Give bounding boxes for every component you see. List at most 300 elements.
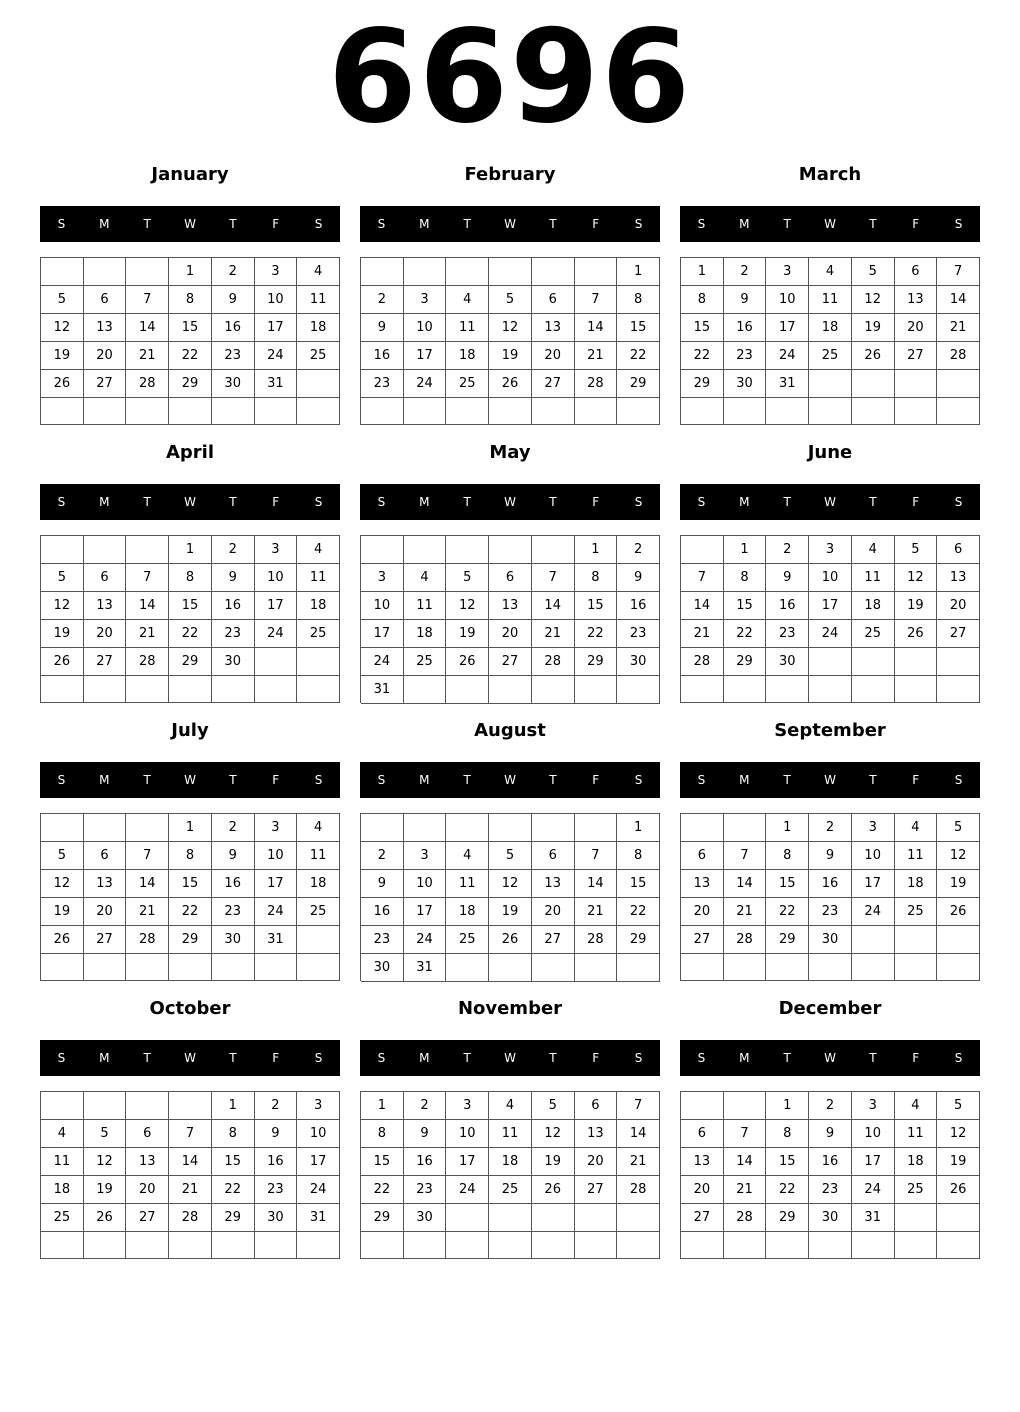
day-cell: 7: [169, 1120, 212, 1148]
day-cell: 27: [575, 1176, 618, 1204]
day-cell: 3: [361, 564, 404, 592]
day-cell: 22: [169, 898, 212, 926]
day-cell: 9: [361, 314, 404, 342]
day-cell: 16: [809, 870, 852, 898]
day-cell: [255, 398, 298, 425]
weekday-header: [680, 484, 980, 520]
day-cell: 19: [532, 1148, 575, 1176]
day-cell: 28: [575, 370, 618, 398]
day-cell: 17: [255, 314, 298, 342]
day-cell: [212, 954, 255, 981]
weekday-label: T: [783, 773, 791, 787]
day-cell: 15: [361, 1148, 404, 1176]
day-cell: 24: [404, 926, 447, 954]
day-cell: [852, 648, 895, 676]
day-cell: 1: [681, 258, 724, 286]
day-cell: [489, 676, 532, 704]
day-cell: 29: [766, 926, 809, 954]
day-cell: 12: [41, 870, 84, 898]
day-cell: [169, 676, 212, 703]
day-cell: [361, 814, 404, 842]
day-cell: 3: [852, 1092, 895, 1120]
day-cell: 11: [895, 1120, 938, 1148]
day-cell: [446, 676, 489, 704]
day-cell: 14: [126, 592, 169, 620]
day-cell: 16: [617, 592, 660, 620]
day-cell: 9: [766, 564, 809, 592]
day-cell: 3: [404, 286, 447, 314]
day-cell: [809, 398, 852, 425]
day-cell: 6: [532, 842, 575, 870]
day-cell: 15: [575, 592, 618, 620]
day-cell: [212, 1232, 255, 1259]
weekday-label: T: [869, 773, 877, 787]
day-cell: 16: [361, 898, 404, 926]
year-title: 6696: [327, 3, 693, 152]
day-cell: 4: [809, 258, 852, 286]
day-cell: 2: [724, 258, 767, 286]
day-cell: 5: [895, 536, 938, 564]
day-cell: 6: [532, 286, 575, 314]
day-cell: 21: [575, 342, 618, 370]
day-cell: [532, 258, 575, 286]
day-cell: 17: [361, 620, 404, 648]
day-cell: [895, 926, 938, 954]
day-cell: 6: [84, 286, 127, 314]
day-cell: [212, 676, 255, 703]
day-cell: 17: [852, 1148, 895, 1176]
day-cell: 11: [895, 842, 938, 870]
day-cell: 8: [575, 564, 618, 592]
day-cell: 29: [724, 648, 767, 676]
day-cell: 7: [126, 564, 169, 592]
day-cell: 21: [575, 898, 618, 926]
weekday-label: F: [592, 495, 600, 509]
day-cell: 28: [532, 648, 575, 676]
day-cell: [617, 676, 660, 704]
day-cell: 30: [809, 926, 852, 954]
day-cell: [724, 1232, 767, 1259]
day-cell: 23: [809, 1176, 852, 1204]
day-cell: 10: [852, 842, 895, 870]
month-name: May: [489, 442, 531, 463]
day-cell: 8: [212, 1120, 255, 1148]
day-cell: [895, 398, 938, 425]
day-cell: 26: [41, 926, 84, 954]
weekday-label: S: [314, 217, 323, 231]
day-cell: 7: [617, 1092, 660, 1120]
day-cell: [575, 398, 618, 425]
day-cell: 28: [169, 1204, 212, 1232]
day-cell: 23: [404, 1176, 447, 1204]
day-cell: 28: [126, 926, 169, 954]
day-grid: [40, 535, 340, 703]
day-cell: 13: [681, 870, 724, 898]
day-cell: 24: [255, 342, 298, 370]
day-cell: 16: [255, 1148, 298, 1176]
weekday-label: T: [463, 773, 471, 787]
day-cell: [895, 1204, 938, 1232]
day-cell: [84, 676, 127, 703]
day-cell: 7: [575, 842, 618, 870]
day-cell: 16: [212, 314, 255, 342]
day-cell: [766, 398, 809, 425]
weekday-header: [360, 1040, 660, 1076]
day-cell: [41, 1092, 84, 1120]
day-cell: 22: [617, 342, 660, 370]
day-cell: 20: [575, 1148, 618, 1176]
day-cell: [809, 648, 852, 676]
day-cell: 13: [126, 1148, 169, 1176]
weekday-label: S: [954, 773, 963, 787]
day-cell: [895, 370, 938, 398]
day-cell: 4: [446, 286, 489, 314]
day-cell: 13: [84, 592, 127, 620]
day-cell: 25: [446, 370, 489, 398]
day-cell: [937, 398, 980, 425]
day-cell: [297, 1232, 340, 1259]
day-cell: 12: [532, 1120, 575, 1148]
day-cell: 20: [681, 1176, 724, 1204]
day-cell: 4: [895, 814, 938, 842]
day-cell: 20: [937, 592, 980, 620]
day-cell: 11: [809, 286, 852, 314]
weekday-label: F: [272, 773, 280, 787]
weekday-label: W: [504, 1051, 516, 1065]
day-cell: [575, 258, 618, 286]
day-cell: 18: [297, 592, 340, 620]
day-cell: [809, 954, 852, 981]
day-cell: 18: [41, 1176, 84, 1204]
day-cell: [255, 648, 298, 676]
day-cell: [255, 1232, 298, 1259]
day-cell: [489, 258, 532, 286]
day-grid: [40, 813, 340, 981]
weekday-header: [40, 484, 340, 520]
day-cell: 19: [41, 342, 84, 370]
day-cell: [41, 258, 84, 286]
weekday-label: S: [377, 217, 386, 231]
day-cell: [126, 398, 169, 425]
day-cell: [361, 398, 404, 425]
weekday-label: W: [504, 773, 516, 787]
day-cell: 1: [617, 814, 660, 842]
day-cell: 20: [84, 620, 127, 648]
day-cell: 6: [937, 536, 980, 564]
day-cell: 21: [126, 342, 169, 370]
day-cell: 12: [937, 1120, 980, 1148]
weekday-label: W: [824, 1051, 836, 1065]
weekday-label: F: [912, 495, 920, 509]
weekday-label: W: [184, 773, 196, 787]
day-cell: [126, 954, 169, 981]
weekday-label: S: [954, 495, 963, 509]
day-cell: 9: [361, 870, 404, 898]
day-cell: 31: [255, 370, 298, 398]
weekday-label: S: [314, 1051, 323, 1065]
day-cell: 22: [617, 898, 660, 926]
day-cell: 2: [212, 536, 255, 564]
day-cell: 22: [169, 620, 212, 648]
day-cell: [126, 676, 169, 703]
day-cell: 28: [575, 926, 618, 954]
day-cell: 24: [255, 898, 298, 926]
day-cell: 22: [724, 620, 767, 648]
day-cell: 20: [84, 342, 127, 370]
day-cell: [852, 926, 895, 954]
day-cell: 10: [404, 870, 447, 898]
day-cell: 2: [212, 258, 255, 286]
month-july: [40, 716, 340, 986]
day-cell: 10: [766, 286, 809, 314]
day-grid: [680, 813, 980, 981]
day-cell: 29: [766, 1204, 809, 1232]
day-cell: 12: [937, 842, 980, 870]
day-cell: 3: [809, 536, 852, 564]
day-cell: 18: [446, 898, 489, 926]
weekday-label: T: [549, 773, 557, 787]
day-cell: [617, 1204, 660, 1232]
day-cell: 2: [404, 1092, 447, 1120]
day-cell: 4: [895, 1092, 938, 1120]
day-cell: [446, 258, 489, 286]
day-cell: 11: [41, 1148, 84, 1176]
day-cell: 26: [446, 648, 489, 676]
weekday-label: F: [912, 773, 920, 787]
day-cell: 21: [126, 620, 169, 648]
day-cell: 23: [361, 370, 404, 398]
month-name: February: [464, 164, 556, 185]
weekday-label: F: [272, 495, 280, 509]
day-cell: 30: [255, 1204, 298, 1232]
weekday-label: S: [57, 217, 66, 231]
day-cell: 19: [937, 1148, 980, 1176]
day-cell: 27: [126, 1204, 169, 1232]
weekday-label: M: [99, 217, 110, 231]
weekday-label: F: [592, 1051, 600, 1065]
day-cell: 13: [84, 870, 127, 898]
day-cell: 14: [169, 1148, 212, 1176]
day-cell: 24: [404, 370, 447, 398]
day-cell: 31: [404, 954, 447, 982]
day-cell: 8: [361, 1120, 404, 1148]
day-cell: [297, 926, 340, 954]
weekday-label: M: [99, 773, 110, 787]
day-cell: [809, 676, 852, 703]
day-cell: 11: [297, 842, 340, 870]
day-cell: 26: [489, 926, 532, 954]
day-cell: 13: [895, 286, 938, 314]
day-cell: 26: [937, 898, 980, 926]
day-cell: 5: [41, 564, 84, 592]
day-cell: [809, 370, 852, 398]
day-cell: [895, 676, 938, 703]
day-cell: [446, 814, 489, 842]
day-cell: 11: [489, 1120, 532, 1148]
day-cell: 9: [724, 286, 767, 314]
day-cell: 30: [404, 1204, 447, 1232]
day-cell: 13: [532, 314, 575, 342]
day-cell: 25: [41, 1204, 84, 1232]
month-february: [360, 160, 660, 430]
weekday-label: S: [314, 773, 323, 787]
day-cell: 13: [937, 564, 980, 592]
month-name: January: [151, 164, 229, 185]
day-cell: [361, 536, 404, 564]
month-august: [360, 716, 660, 986]
day-cell: 18: [809, 314, 852, 342]
day-cell: 1: [724, 536, 767, 564]
day-cell: 28: [681, 648, 724, 676]
day-cell: [532, 1204, 575, 1232]
day-cell: [404, 398, 447, 425]
day-cell: 10: [255, 286, 298, 314]
day-cell: [404, 258, 447, 286]
day-cell: 12: [41, 314, 84, 342]
day-cell: [575, 1232, 618, 1259]
day-cell: 26: [84, 1204, 127, 1232]
day-cell: [852, 398, 895, 425]
day-cell: 6: [575, 1092, 618, 1120]
weekday-label: M: [419, 1051, 430, 1065]
day-cell: 31: [766, 370, 809, 398]
month-december: [680, 994, 980, 1264]
day-cell: 20: [84, 898, 127, 926]
month-name: August: [474, 720, 546, 741]
day-cell: 25: [895, 1176, 938, 1204]
day-cell: 1: [169, 814, 212, 842]
day-cell: 18: [446, 342, 489, 370]
day-cell: 11: [297, 564, 340, 592]
day-cell: 27: [895, 342, 938, 370]
day-cell: [575, 1204, 618, 1232]
day-cell: [84, 258, 127, 286]
day-cell: [532, 954, 575, 982]
day-cell: 20: [895, 314, 938, 342]
day-cell: 2: [809, 814, 852, 842]
day-cell: 12: [489, 314, 532, 342]
day-cell: 21: [126, 898, 169, 926]
weekday-label: S: [57, 495, 66, 509]
day-cell: [724, 814, 767, 842]
day-cell: [169, 1232, 212, 1259]
day-cell: 23: [212, 342, 255, 370]
day-cell: 1: [169, 258, 212, 286]
day-cell: 9: [617, 564, 660, 592]
day-cell: 5: [937, 1092, 980, 1120]
day-cell: 23: [212, 898, 255, 926]
day-cell: 4: [852, 536, 895, 564]
day-cell: [852, 954, 895, 981]
weekday-label: S: [697, 217, 706, 231]
day-cell: 15: [212, 1148, 255, 1176]
day-cell: 14: [724, 1148, 767, 1176]
day-cell: [895, 1232, 938, 1259]
weekday-label: T: [783, 217, 791, 231]
weekday-label: M: [419, 495, 430, 509]
day-grid: [680, 1091, 980, 1259]
day-cell: 11: [404, 592, 447, 620]
day-cell: 23: [766, 620, 809, 648]
day-cell: [489, 954, 532, 982]
day-cell: [766, 1232, 809, 1259]
day-cell: 1: [212, 1092, 255, 1120]
day-cell: 16: [724, 314, 767, 342]
weekday-label: S: [954, 1051, 963, 1065]
day-cell: 30: [212, 370, 255, 398]
day-cell: [297, 954, 340, 981]
day-cell: [361, 258, 404, 286]
day-cell: 7: [724, 842, 767, 870]
day-cell: 25: [297, 342, 340, 370]
day-cell: 12: [84, 1148, 127, 1176]
day-cell: 10: [404, 314, 447, 342]
day-cell: 26: [937, 1176, 980, 1204]
day-cell: 15: [169, 592, 212, 620]
day-cell: [852, 370, 895, 398]
weekday-label: T: [783, 1051, 791, 1065]
day-cell: 28: [617, 1176, 660, 1204]
day-cell: 7: [681, 564, 724, 592]
day-cell: 28: [126, 370, 169, 398]
day-cell: 3: [446, 1092, 489, 1120]
day-cell: [84, 1232, 127, 1259]
weekday-header: [40, 762, 340, 798]
day-cell: [126, 1092, 169, 1120]
day-cell: 6: [681, 842, 724, 870]
weekday-label: M: [739, 773, 750, 787]
day-grid: [40, 257, 340, 425]
weekday-label: T: [229, 495, 237, 509]
day-cell: [84, 814, 127, 842]
day-cell: [766, 676, 809, 703]
day-cell: [41, 398, 84, 425]
day-cell: 25: [297, 620, 340, 648]
day-cell: 15: [169, 870, 212, 898]
day-cell: 29: [617, 926, 660, 954]
day-cell: 30: [809, 1204, 852, 1232]
day-cell: 28: [724, 1204, 767, 1232]
day-cell: [84, 536, 127, 564]
day-cell: 25: [446, 926, 489, 954]
day-cell: 9: [212, 842, 255, 870]
day-cell: 9: [255, 1120, 298, 1148]
day-cell: 25: [809, 342, 852, 370]
day-cell: [532, 398, 575, 425]
day-cell: 14: [681, 592, 724, 620]
day-cell: 14: [126, 314, 169, 342]
day-cell: 21: [724, 1176, 767, 1204]
day-cell: 27: [532, 926, 575, 954]
day-cell: 17: [404, 898, 447, 926]
day-cell: [84, 954, 127, 981]
day-cell: 16: [404, 1148, 447, 1176]
day-cell: 20: [489, 620, 532, 648]
day-cell: [169, 398, 212, 425]
day-cell: 26: [532, 1176, 575, 1204]
day-cell: 22: [169, 342, 212, 370]
day-cell: 20: [532, 342, 575, 370]
day-cell: 1: [766, 1092, 809, 1120]
day-cell: 23: [212, 620, 255, 648]
day-cell: 11: [446, 870, 489, 898]
day-cell: 9: [212, 286, 255, 314]
day-cell: 20: [532, 898, 575, 926]
day-cell: 15: [681, 314, 724, 342]
day-cell: [681, 814, 724, 842]
weekday-header: [680, 1040, 980, 1076]
day-cell: 28: [937, 342, 980, 370]
